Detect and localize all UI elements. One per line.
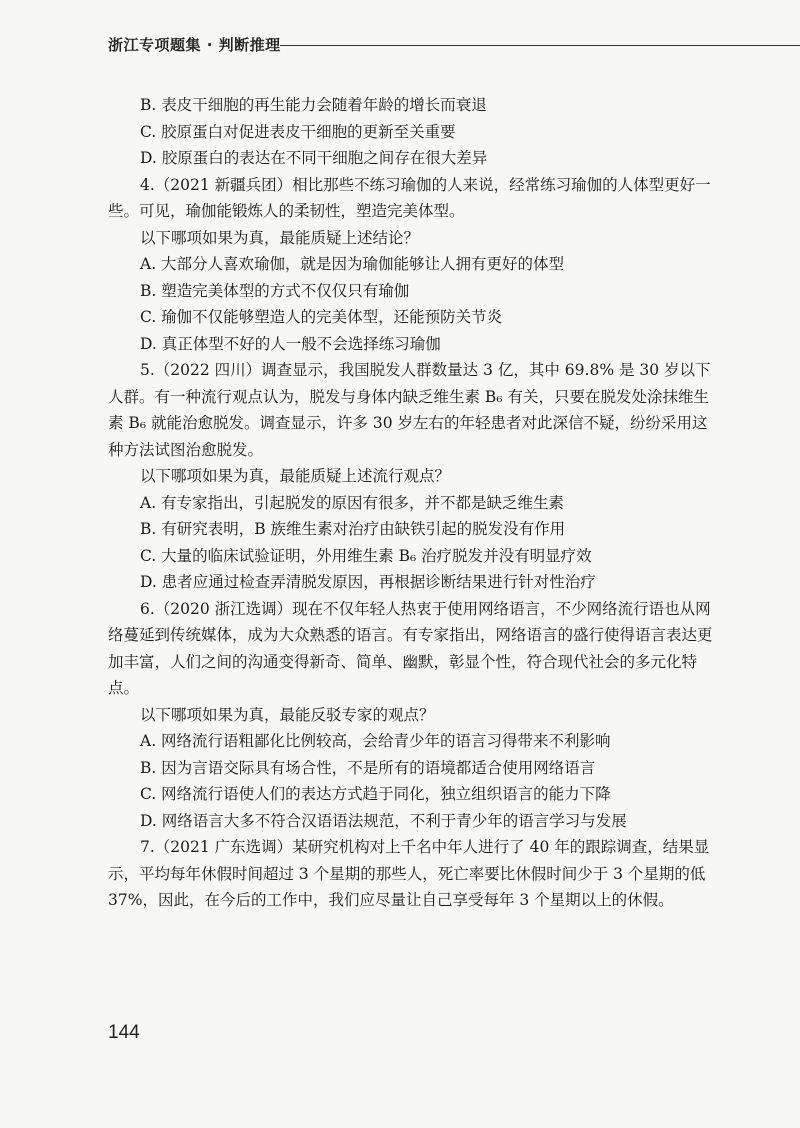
question-6-option-c: C. 网络流行语使人们的表达方式趋于同化，独立组织语言的能力下降 (140, 785, 611, 803)
header-rule (280, 45, 800, 46)
question-5-option-a: A. 有专家指出，引起脱发的原因有很多，并不都是缺乏维生素 (140, 493, 565, 512)
question-4-option-b: B. 塑造完美体型的方式不仅仅只有瑜伽 (140, 281, 410, 300)
running-header (108, 30, 728, 60)
question-4-prompt: 以下哪项如果为真，最能质疑上述结论？ (140, 228, 420, 247)
question-7-stem: 7.（2021 广东选调）某研究机构对上千名中年人进行了 40 年的跟踪调查，结果显示，平均每年休假时间超过 3 个星期的那些人，死亡率要比休假时间少于 3 个星期的低 37%，因此，在今后的工作中，我们应尽量让自己享受每年 3 个星期以上的休假。 (108, 838, 710, 909)
question-5-stem: 5.（2022 四川）调查显示，我国脱发人群数量达 3 亿，其中 69.8% 是 30 岁以下人群。有一种流行观点认为，脱发与身体内缺乏维生素 B₆ 有关，只要在脱发处涂抹维生素 B₆ 就能治愈脱发。调查显示，许多 30 岁左右的年轻患者对此深信不疑，纷纷采用这种方法试图治愈脱发。 (108, 361, 711, 459)
option-c: C. 胶原蛋白对促进表皮干细胞的更新至关重要 (140, 122, 456, 141)
question-5-option-b: B. 有研究表明，B 族维生素对治疗由缺铁引起的脱发没有作用 (140, 520, 566, 538)
option-d: D. 胶原蛋白的表达在不同干细胞之间存在很大差异 (140, 149, 488, 167)
question-5-option-d: D. 患者应通过检查弄清脱发原因，再根据诊断结果进行针对性治疗 (140, 573, 596, 591)
question-6-option-b: B. 因为言语交际具有场合性，不是所有的语境都适合使用网络语言 (140, 758, 596, 777)
question-6-stem: 6.（2020 浙江选调）现在不仅年轻人热衷于使用网络语言，不少网络流行语也从网络蔓延到传统媒体，成为大众熟悉的语言。有专家指出，网络语言的盛行使得语言表达更加丰富，人们之间的沟通变得新奇、简单、幽默，彰显个性，符合现代社会的多元化特点。 (108, 599, 713, 697)
question-4-option-c: C. 瑜伽不仅能够塑造人的完美体型，还能预防关节炎 (140, 308, 503, 326)
page-number: 144 (108, 1022, 140, 1043)
question-4-option-a: A. 大部分人喜欢瑜伽，就是因为瑜伽能够让人拥有更好的体型 (140, 255, 565, 273)
question-6-option-a: A. 网络流行语粗鄙化比例较高，会给青少年的语言习得带来不利影响 (140, 732, 611, 750)
header-title: 浙江专项题集 · 判断推理 (108, 36, 281, 54)
question-5-option-c: C. 大量的临床试验证明，外用维生素 B₆ 治疗脱发并没有明显疗效 (140, 546, 592, 565)
question-5-prompt: 以下哪项如果为真，最能质疑上述流行观点？ (140, 467, 451, 485)
option-b: B. 表皮干细胞的再生能力会随着年龄的增长而衰退 (140, 96, 487, 114)
page-body (108, 92, 714, 914)
question-4-stem: 4.（2021 新疆兵团）相比那些不练习瑜伽的人来说，经常练习瑜伽的人体型更好一些。可见，瑜伽能锻炼人的柔韧性，塑造完美体型。 (108, 175, 711, 220)
question-4-option-d: D. 真正体型不好的人一般不会选择练习瑜伽 (140, 334, 441, 353)
question-6-option-d: D. 网络语言大多不符合汉语语法规范，不利于青少年的语言学习与发展 (140, 811, 627, 830)
question-6-prompt: 以下哪项如果为真，最能反驳专家的观点？ (140, 705, 435, 724)
